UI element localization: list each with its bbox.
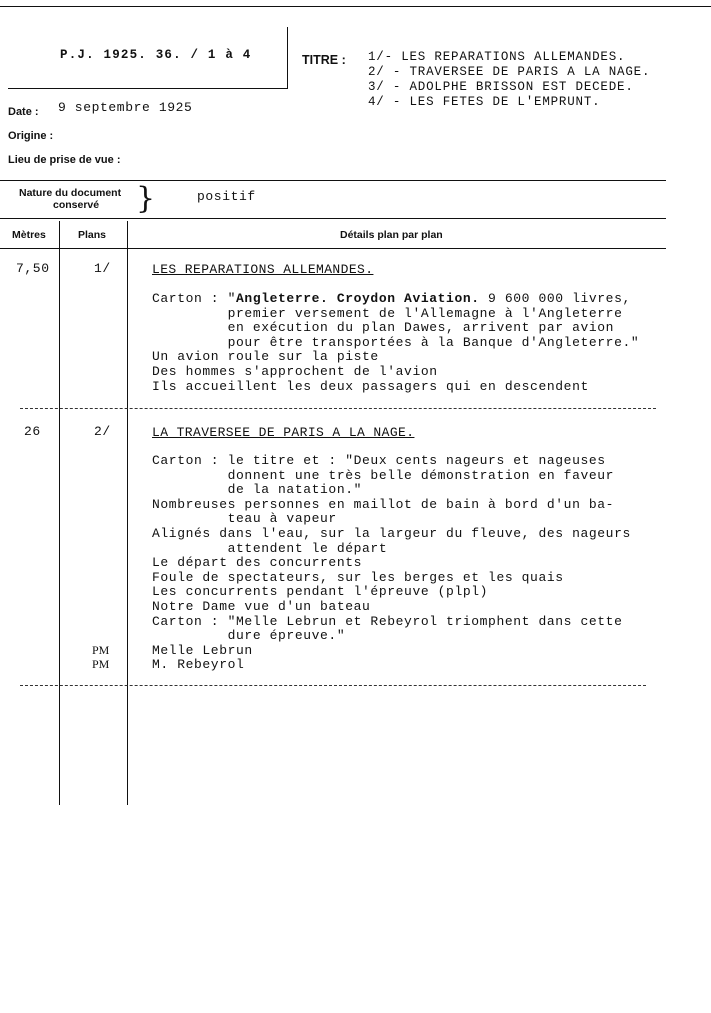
nature-bottom-rule xyxy=(0,218,666,219)
section-1-line: Ils accueillent les deux passagers qui en descendent xyxy=(152,378,589,394)
section-2-line: Carton : le titre et : "Deux cents nageurs et nageuses xyxy=(152,453,606,468)
section-2-line: Nombreuses personnes en maillot de bain à bord d'un ba- xyxy=(152,496,615,512)
column-header-plans: Plans xyxy=(78,229,107,241)
section-2-line: Le départ des concurrents xyxy=(152,555,363,571)
pm-marker: PM xyxy=(92,657,110,671)
section-2-line: dure épreuve." xyxy=(152,628,346,644)
section-2-line: Alignés dans l'eau, sur la largeur du fleuve, des nageurs xyxy=(152,526,631,541)
section-1-carton xyxy=(152,292,631,307)
section-2-line: de la natation." xyxy=(152,482,363,498)
date-value: 9 septembre 1925 xyxy=(58,100,193,115)
origine-label: Origine : xyxy=(8,130,54,142)
carton-prefix: Carton : " xyxy=(152,291,237,306)
titre-label: TITRE : xyxy=(302,53,346,67)
lieu-label: Lieu de prise de vue : xyxy=(8,154,121,166)
header-bottom-rule xyxy=(0,248,666,249)
section-2-line: Les concurrents pendant l'épreuve (plpl) xyxy=(152,584,489,600)
nature-label-line1: Nature du document xyxy=(19,187,122,199)
section-2-line: Carton : "Melle Lebrun et Rebeyrol triomphent dans cette xyxy=(152,613,623,629)
section-1-heading: LES REPARATIONS ALLEMANDES. xyxy=(152,262,374,277)
section-1-separator xyxy=(20,408,656,409)
column-header-metres: Mètres xyxy=(12,229,46,241)
nature-top-rule xyxy=(0,180,666,181)
title-3: 3/ - ADOLPHE BRISSON EST DECEDE. xyxy=(368,80,634,94)
carton-bold: Angleterre. Croydon Aviation. xyxy=(236,291,480,306)
section-2-line: donnent une très belle démonstration en faveur xyxy=(152,467,615,483)
title-4: 4/ - LES FETES DE L'EMPRUNT. xyxy=(368,95,601,109)
carton-rest: 9 600 000 livres, xyxy=(479,291,631,306)
brace-icon: } xyxy=(136,181,156,216)
section-2-heading: LA TRAVERSEE DE PARIS A LA NAGE. xyxy=(152,425,415,440)
section-1-line: Des hommes s'approchent de l'avion xyxy=(152,364,438,379)
title-2: 2/ - TRAVERSEE DE PARIS A LA NAGE. xyxy=(368,65,651,79)
section-1-line: pour être transportées à la Banque d'Angleterre." xyxy=(152,334,640,350)
section-1-line: premier versement de l'Allemagne à l'Angleterre xyxy=(152,305,623,321)
section-1-plan: 1/ xyxy=(94,261,111,276)
title-1: 1/- LES REPARATIONS ALLEMANDES. xyxy=(368,50,626,64)
reference-box-right xyxy=(287,27,288,89)
section-2-plan: 2/ xyxy=(94,424,111,439)
section-2-separator xyxy=(20,685,646,686)
top-rule xyxy=(0,6,711,7)
section-1-line: en exécution du plan Dawes, arrivent par avion xyxy=(152,320,615,336)
pm-row-text: Melle Lebrun xyxy=(152,642,253,658)
document-reference: P.J. 1925. 36. / 1 à 4 xyxy=(60,48,252,62)
section-1-metres: 7,50 xyxy=(16,261,50,276)
nature-label-line2: conservé xyxy=(53,199,100,211)
reference-box-bottom xyxy=(8,88,288,89)
section-2-line: attendent le départ xyxy=(152,540,388,556)
section-2-line: Foule de spectateurs, sur les berges et les quais xyxy=(152,569,564,585)
section-2-line: teau à vapeur xyxy=(152,511,337,527)
pm-marker: PM xyxy=(92,643,110,657)
column-header-details: Détails plan par plan xyxy=(340,229,443,241)
column-separator-1 xyxy=(59,221,60,805)
pm-row-text: M. Rebeyrol xyxy=(152,657,245,673)
date-label: Date : xyxy=(8,106,39,118)
section-2-metres: 26 xyxy=(24,424,41,439)
nature-value: positif xyxy=(197,189,256,204)
section-1-line: Un avion roule sur la piste xyxy=(152,349,379,365)
section-2-line: Notre Dame vue d'un bateau xyxy=(152,599,371,614)
column-separator-2 xyxy=(127,221,128,805)
